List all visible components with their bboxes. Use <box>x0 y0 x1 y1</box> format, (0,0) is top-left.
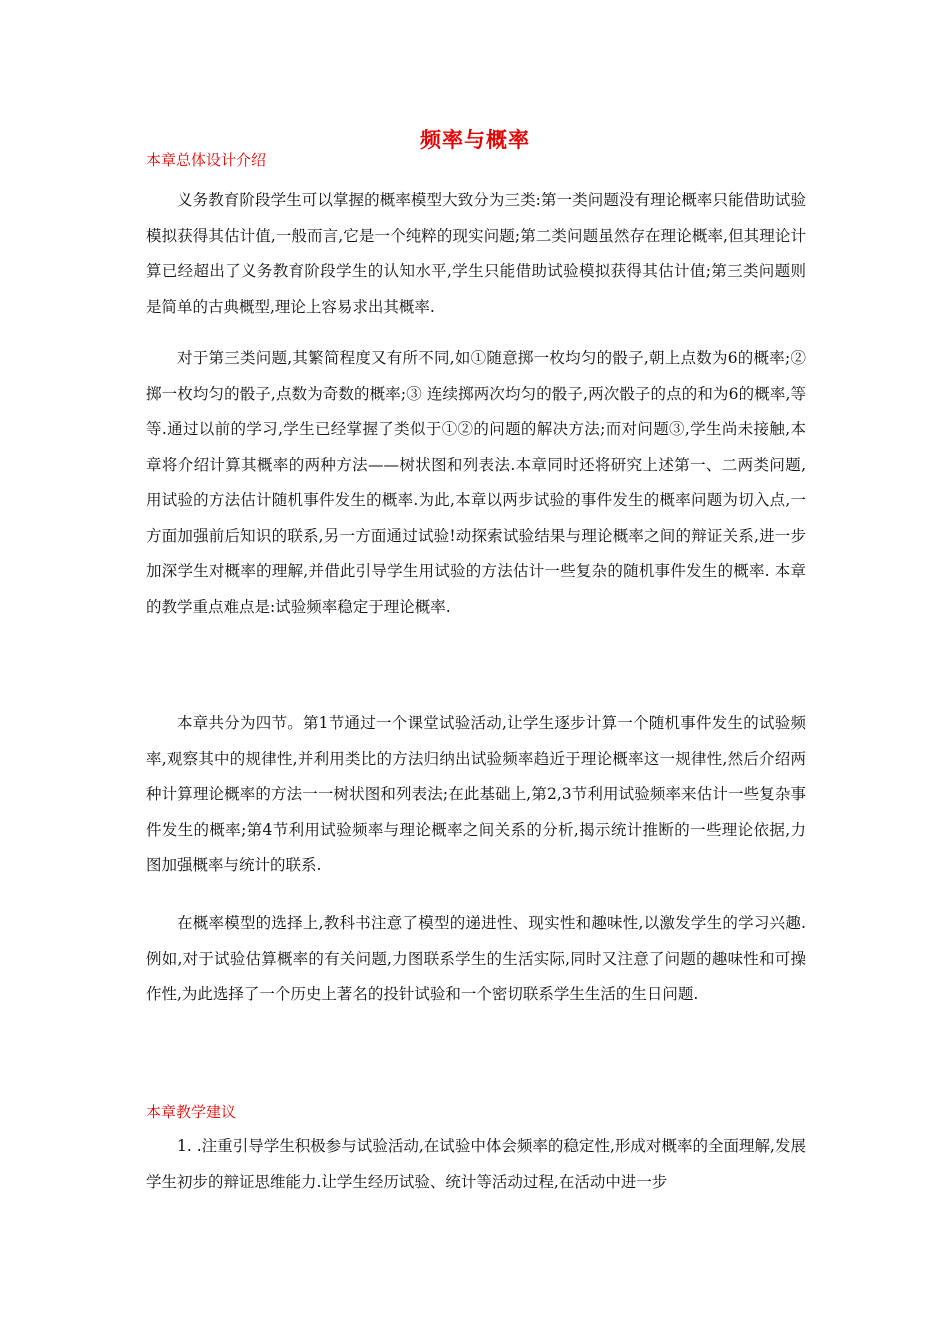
paragraph: 1. .注重引导学生积极参与试验活动,在试验中体会频率的稳定性,形成对概率的全面理解,发展学生初步的辩证思维能力.让学生经历试验、统计等活动过程,在活动中进一步 <box>146 1137 806 1191</box>
paragraph: 本章共分为四节。第1节通过一个课堂试验活动,让学生逐步计算一个随机事件发生的试验频率,观察其中的规律性,并利用类比的方法归纳出试验频率趋近于理论概率这一规律性,然后介绍两种计算理论概率的方法一一树状图和列表法;在此基础上,第2,3节利用试验频率来估计一些复杂事件发生的概率;第4节利用试验频率与理论概率之间关系的分析,揭示统计推断的一些理论依据,力图加强概率与统计的联系. <box>146 714 806 874</box>
paragraph: 在概率模型的选择上,教科书注意了模型的递进性、现实性和趣味性,以激发学生的学习兴趣.例如,对于试验估算概率的有关问题,力图联系学生的生活实际,同时又注意了问题的趣味性和可操作性,为此选择了一个历史上著名的投针试验和一个密切联系学生生活的生日问题. <box>146 914 806 1003</box>
paragraph: 义务教育阶段学生可以掌握的概率模型大致分为三类:第一类问题没有理论概率只能借助试验模拟获得其估计值,一般而言,它是一个纯粹的现实问题;第二类问题虽然存在理论概率,但其理论计算已经超出了义务教育阶段学生的认知水平,学生只能借助试验模拟获得其估计值;第三类问题则是简单的古典概型,理论上容易求出其概率. <box>146 191 806 316</box>
section-heading-suggestions: 本章教学建议 <box>146 1103 237 1121</box>
document-title: 频率与概率 <box>420 127 530 152</box>
paragraph: 对于第三类问题,其繁简程度又有所不同,如①随意掷一枚均匀的骰子,朝上点数为6的概率;② 掷一枚均匀的骰子,点数为奇数的概率;③ 连续掷两次均匀的骰子,两次骰子的点的和为6的概率,等等.通过以前的学习,学生已经掌握了类似于①②的问题的解决方法;而对问题③,学生尚未接触,本章将介绍计算其概率的两种方法——树状图和列表法.本章同时还将研究上述第一、二两类问题,用试验的方法估计随机事件发生的概率.为此,本章以两步试验的事件发生的概率问题为切入点,一方面加强前后知识的联系,另一方面通过试验!动探索试验结果与理论概率之间的辩证关系,进一步加深学生对概率的理解,并借此引导学生用试验的方法估计一些复杂的随机事件发生的概率. 本章的教学重点难点是:试验频率稳定于理论概率. <box>146 349 806 616</box>
section-heading-design: 本章总体设计介绍 <box>146 151 267 169</box>
